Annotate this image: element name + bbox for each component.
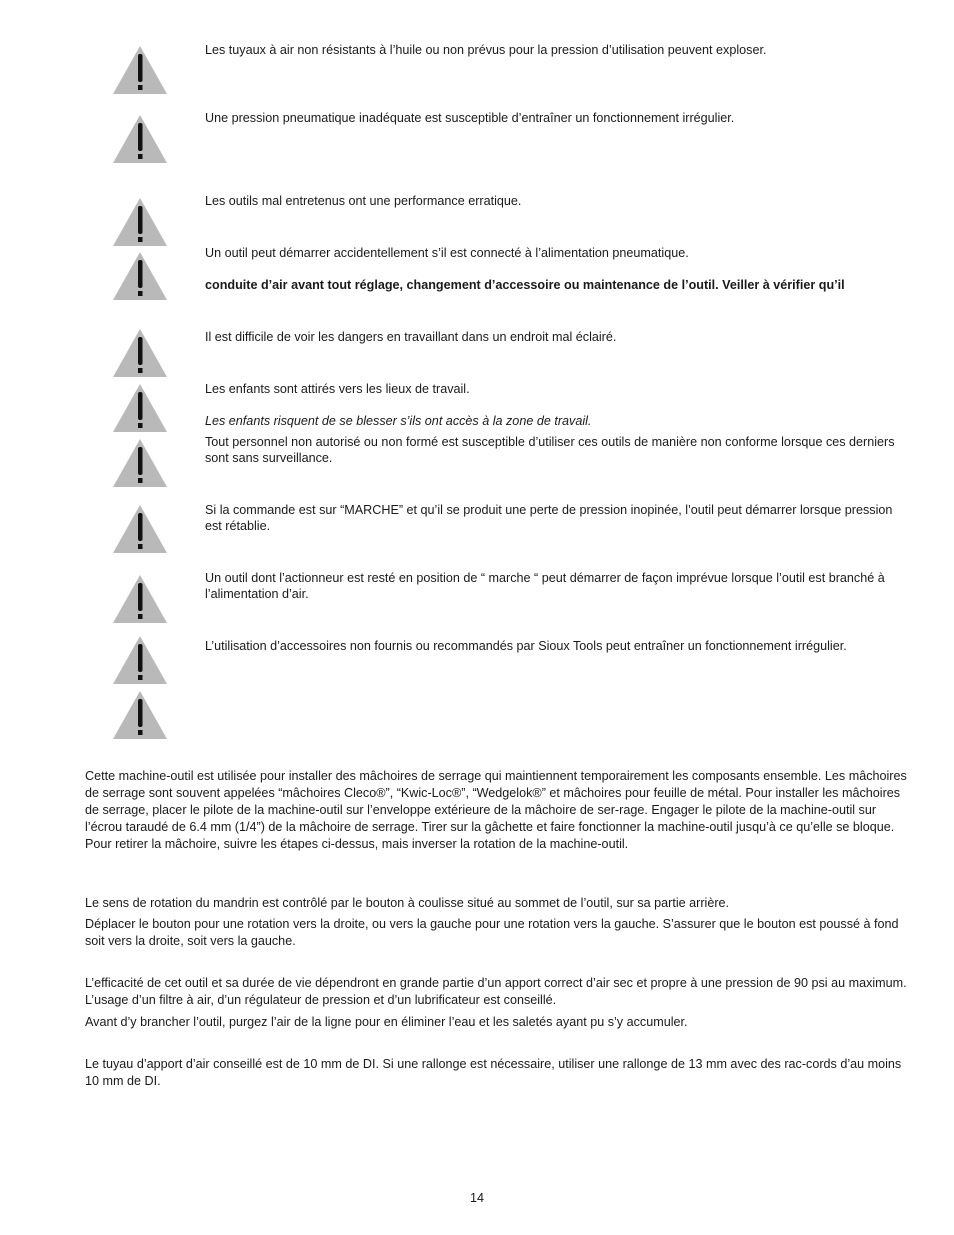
warning-triangle-icon bbox=[111, 382, 169, 434]
warning-text-children-injury: Les enfants risquent de se blesser s’ils ont accès à la zone de travail. bbox=[205, 414, 592, 428]
warning-text-maintenance: Les outils mal entretenus ont une performance erratique. bbox=[205, 194, 522, 208]
warning-triangle-icon bbox=[111, 327, 169, 379]
page-number: 14 bbox=[469, 1191, 484, 1205]
warning-text-unauthorized: Tout personnel non autorisé ou non formé est susceptible d’utiliser ces outils de manière non conforme lorsque ces derniers sont sans surveillance. bbox=[205, 435, 895, 465]
warning-triangle-icon bbox=[111, 573, 169, 625]
paragraph-purge: Avant d’y brancher l’outil, purgez l’air de la ligne pour en éliminer l’eau et les saletés ayant pu s’y accumuler. bbox=[85, 1015, 688, 1029]
warning-text-children: Les enfants sont attirés vers les lieux de travail. bbox=[205, 382, 470, 396]
warning-text-pressure-loss: Si la commande est sur “MARCHE” et qu’il se produit une perte de pression inopinée, l’outil peut démarrer lorsque pression est rétablie. bbox=[205, 503, 893, 533]
warning-text-lighting: Il est difficile de voir les dangers en travaillant dans un endroit mal éclairé. bbox=[205, 330, 617, 344]
warning-triangle-icon bbox=[111, 250, 169, 302]
warning-triangle-icon bbox=[111, 634, 169, 686]
warning-text-accidental-start: Un outil peut démarrer accidentellement s’il est connecté à l’alimentation pneumatique. bbox=[205, 246, 689, 260]
paragraph-usage: Cette machine-outil est utilisée pour installer des mâchoires de serrage qui maintiennent temporairement les composants ensemble. Les mâchoires de serrage sont souvent appelées “mâchoires Cleco®”, “Kwic-Loc®”, “Wedgelok®” et mâchoires pour feuille de métal. Pour installer les mâchoires de serrage, placer le pilote de la machine-outil sur l’enveloppe extérieure de la mâchoire de ser-rage. Engager le pilote de la machine-outil sur l’écrou taraudé de 6.4 mm (1/4”) de la mâchoire de serrage. Tirer sur la gâchette et faire fonctionner la machine-outil jusqu’à ce qu’elle se bloque. Pour retirer la mâchoire, suivre les étapes ci-dessus, mais inverser la rotation de la machine-outil. bbox=[85, 769, 907, 851]
paragraph-rotation: Le sens de rotation du mandrin est contrôlé par le bouton à coulisse situé au sommet de l’outil, sur sa partie arrière. bbox=[85, 896, 730, 910]
warning-triangle-icon bbox=[111, 44, 169, 96]
warning-triangle-icon bbox=[111, 437, 169, 489]
warning-text-actuator: Un outil dont l’actionneur est resté en position de “ marche “ peut démarrer de façon imprévue lorsque l’outil est branché à l’alimentation d’air. bbox=[205, 571, 885, 601]
paragraph-hose: Le tuyau d’apport d’air conseillé est de 10 mm de DI. Si une rallonge est nécessaire, utiliser une rallonge de 13 mm avec des rac-cords d’au moins 10 mm de DI. bbox=[85, 1057, 902, 1088]
warning-triangle-icon bbox=[111, 689, 169, 741]
paragraph-rotation-button: Déplacer le bouton pour une rotation vers la droite, ou vers la gauche pour une rotation vers la gauche. S’assurer que le bouton est poussé à fond soit vers la droite, soit vers la gauche. bbox=[85, 917, 899, 948]
warning-text-accessories: L’utilisation d’accessoires non fournis ou recommandés par Sioux Tools peut entraîner un fonctionnement irrégulier. bbox=[205, 639, 847, 653]
paragraph-air-supply: L’efficacité de cet outil et sa durée de vie dépendront en grande partie d’un apport correct d’air sec et propre à une pression de 90 psi au maximum. L’usage d’un filtre à air, d’un régulateur de pression et d’un lubrificateur est conseillé. bbox=[85, 976, 907, 1007]
warning-text-oil-hose: Les tuyaux à air non résistants à l’huile ou non prévus pour la pression d’utilisation peuvent exploser. bbox=[205, 43, 767, 57]
warning-text-disconnect: conduite d’air avant tout réglage, changement d’accessoire ou maintenance de l’outil. Veiller à vérifier qu’il bbox=[205, 278, 845, 292]
warning-triangle-icon bbox=[111, 196, 169, 248]
warning-text-air-pressure: Une pression pneumatique inadéquate est susceptible d’entraîner un fonctionnement irrégulier. bbox=[205, 111, 735, 125]
warning-triangle-icon bbox=[111, 503, 169, 555]
warning-triangle-icon bbox=[111, 113, 169, 165]
